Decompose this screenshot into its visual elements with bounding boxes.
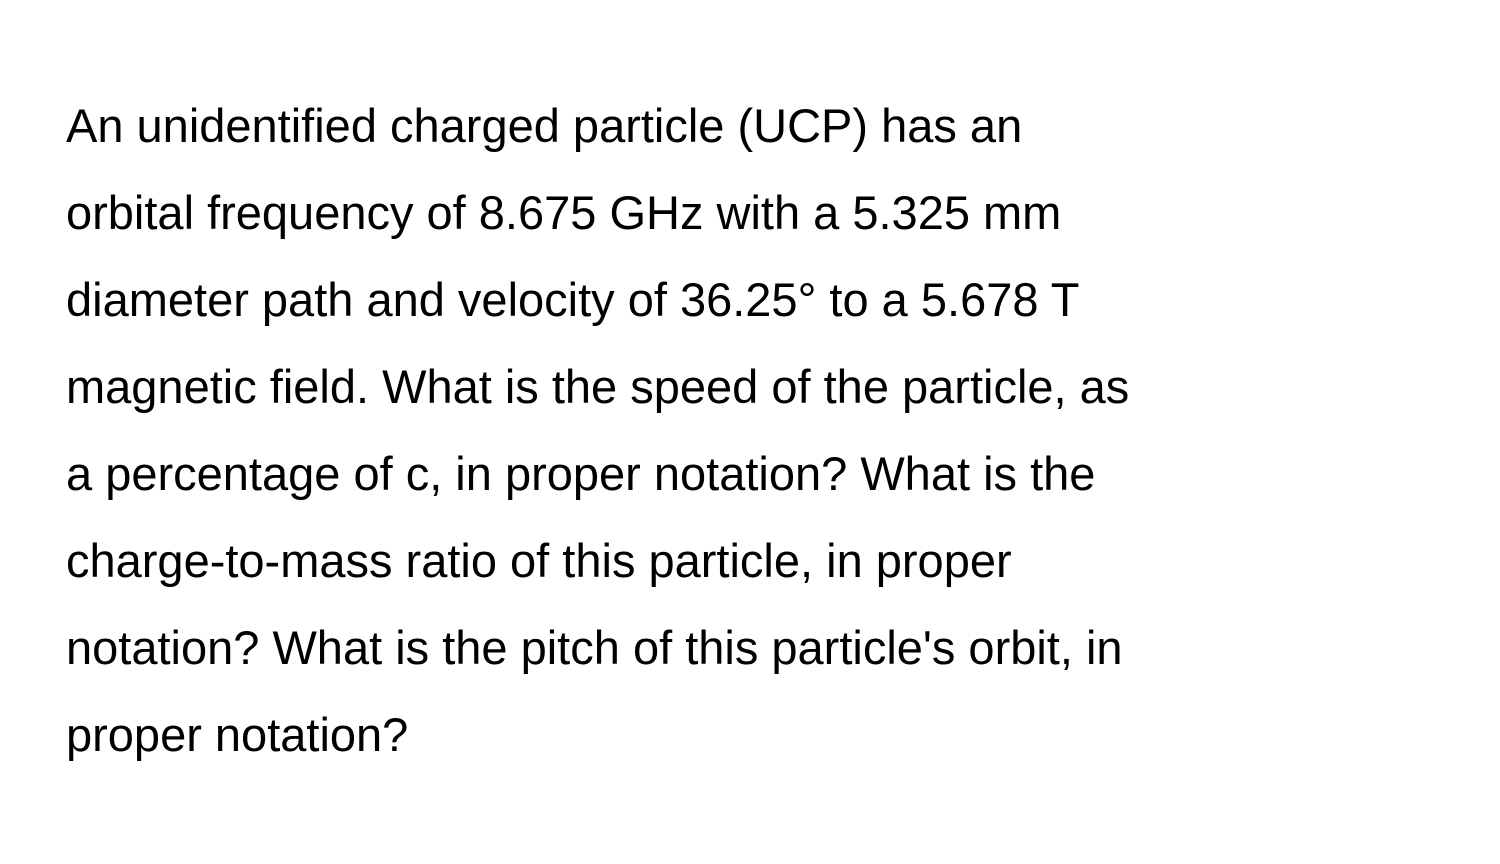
question-line-7: notation? What is the pitch of this particle's orbit, in (66, 621, 1123, 674)
question-line-1: An unidentified charged particle (UCP) has an (66, 99, 1023, 152)
question-line-8: proper notation? (66, 708, 409, 761)
question-line-3: diameter path and velocity of 36.25° to a 5.678 T (66, 273, 1080, 326)
question-text (66, 82, 1446, 778)
question-line-2: orbital frequency of 8.675 GHz with a 5.325 mm (66, 186, 1062, 239)
question-line-4: magnetic field. What is the speed of the particle, as (66, 360, 1130, 413)
question-line-6: charge-to-mass ratio of this particle, in proper (66, 534, 1012, 587)
question-line-5: a percentage of c, in proper notation? What is the (66, 447, 1096, 500)
